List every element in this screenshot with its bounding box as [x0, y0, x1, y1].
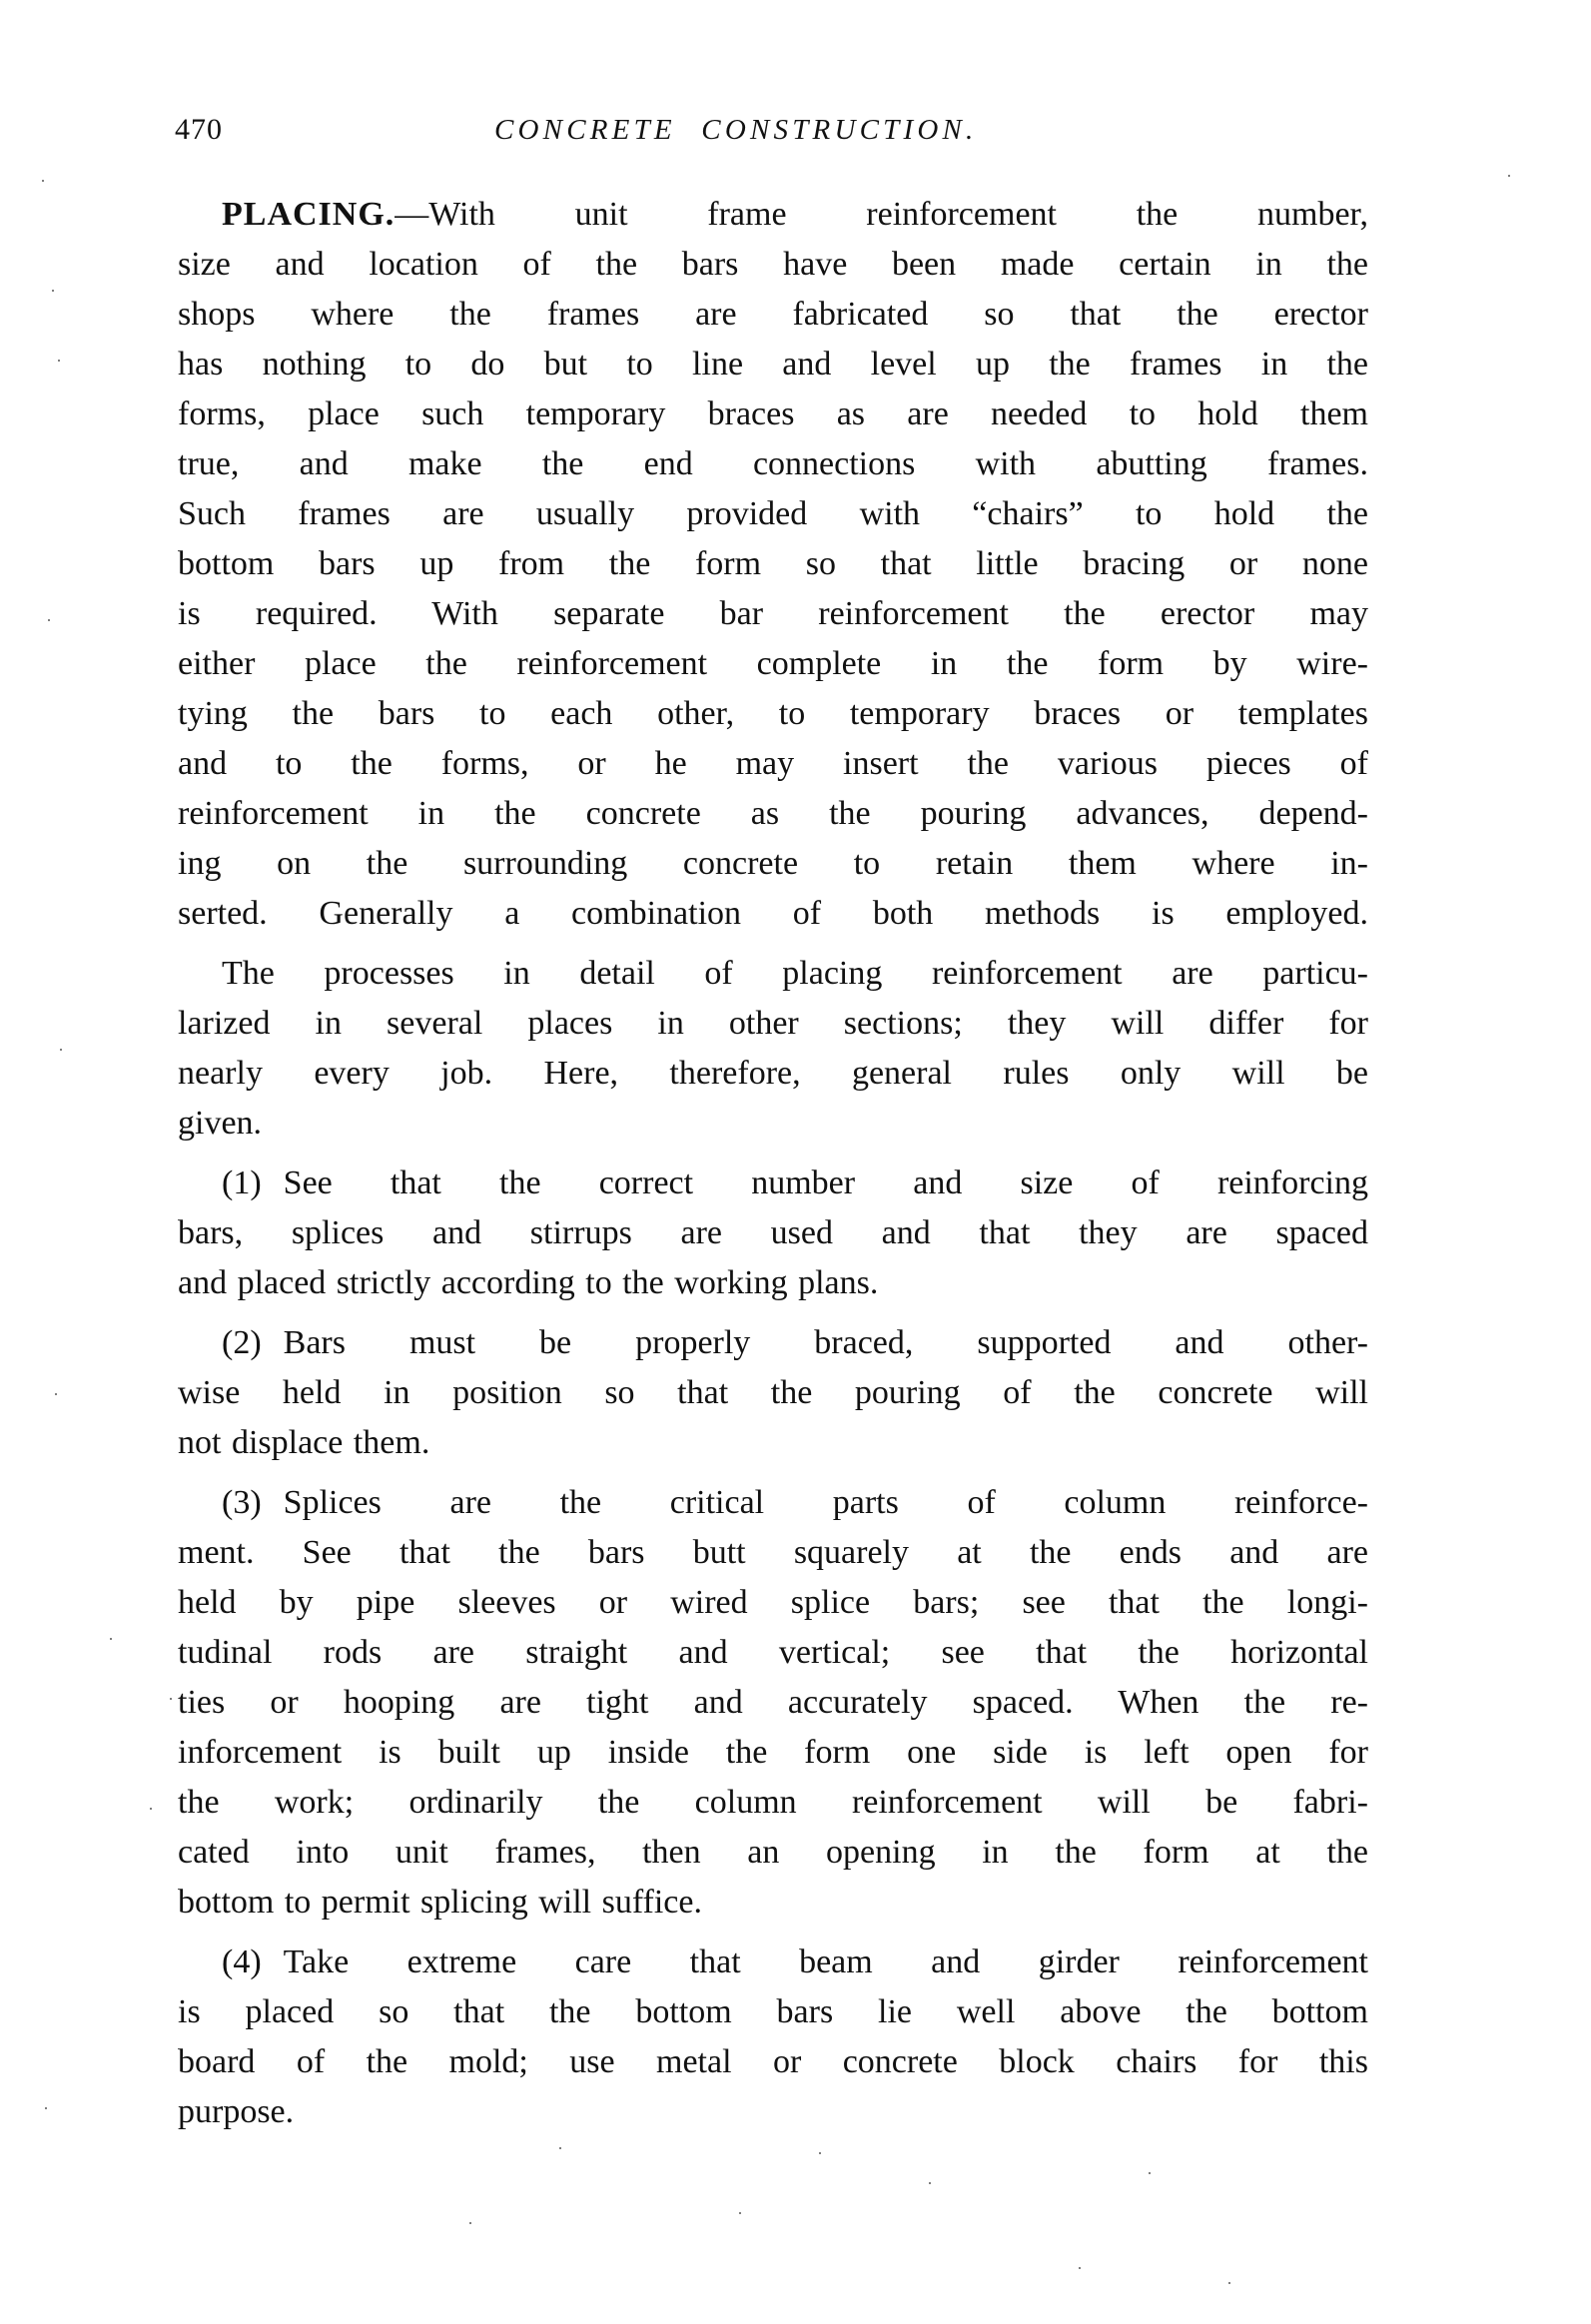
rule-4: [178, 1937, 1368, 2137]
text-line: wise held in position so that the pouring of the concrete will: [178, 1374, 1368, 1411]
text-line: has nothing to do but to line and level up the frames in the: [178, 346, 1368, 383]
section-heading-placing: PLACING.: [222, 196, 396, 233]
text-line: true, and make the end connections with abutting frames.: [178, 445, 1368, 482]
text-line: [178, 190, 1368, 240]
scan-speck: [58, 360, 60, 362]
scan-speck: [110, 1638, 112, 1640]
text-line: [178, 1159, 1368, 1208]
scan-speck: [42, 180, 44, 182]
text-line: and placed strictly according to the working plans.: [178, 1264, 879, 1301]
text-line: not displace them.: [178, 1424, 430, 1461]
rule-2: [178, 1318, 1368, 1468]
scan-speck: [1079, 2267, 1081, 2269]
text-line: tying the bars to each other, to temporary braces or templates: [178, 695, 1368, 732]
text-line: bottom to permit splicing will suffice.: [178, 1884, 702, 1921]
scan-speck: [45, 2107, 47, 2109]
text-line: ties or hooping are tight and accurately spaced. When the re-: [178, 1684, 1368, 1721]
text-line: The processes in detail of placing reinforcement are particu-: [222, 955, 1368, 992]
text-line: given.: [178, 1105, 263, 1142]
text-line: cated into unit frames, then an opening in the form at the: [178, 1834, 1368, 1871]
page-number: 470: [175, 113, 223, 146]
text-line: ing on the surrounding concrete to retain them where in-: [178, 845, 1368, 882]
text-line: [178, 1937, 1368, 1987]
text-line: and to the forms, or he may insert the various pieces of: [178, 745, 1368, 782]
scan-speck: [1508, 175, 1510, 177]
scan-speck: [739, 2212, 741, 2214]
text-line: bars, splices and stirrups are used and that they are spaced: [178, 1214, 1368, 1251]
text-line: forms, place such temporary braces as are needed to hold them: [178, 395, 1368, 432]
scan-speck: [48, 619, 50, 621]
scan-speck: [170, 1698, 172, 1700]
rule-number: (2): [222, 1324, 262, 1361]
text-line: reinforcement in the concrete as the pouring advances, depend-: [178, 795, 1368, 832]
text-line: Such frames are usually provided with “chairs” to hold the: [178, 495, 1368, 532]
rule-number: (4): [222, 1943, 262, 1980]
scan-speck: [469, 2222, 471, 2224]
scan-speck: [60, 1049, 62, 1051]
text-line: serted. Generally a combination of both methods is employed.: [178, 895, 1368, 932]
scan-speck: [52, 290, 54, 292]
text-line: the work; ordinarily the column reinforcement will be fabri-: [178, 1784, 1368, 1821]
line-text: Splices are the critical parts of column reinforce-: [283, 1484, 1368, 1521]
text-line: is required. With separate bar reinforcement the erector may: [178, 595, 1368, 632]
line-text: —With unit frame reinforcement the number,: [395, 196, 1368, 233]
text-line: ment. See that the bars butt squarely at the ends and are: [178, 1534, 1368, 1571]
line-text: Bars must be properly braced, supported and other-: [283, 1324, 1368, 1361]
running-head: [175, 110, 1368, 150]
scan-speck: [1149, 2172, 1151, 2174]
rule-number: (3): [222, 1484, 262, 1521]
rule-3: [178, 1478, 1368, 1928]
rule-number: (1): [222, 1164, 262, 1201]
text-line: held by pipe sleeves or wired splice bars; see that the longi-: [178, 1584, 1368, 1621]
text-line: shops where the frames are fabricated so that the erector: [178, 296, 1368, 333]
scan-speck: [929, 2182, 931, 2184]
scan-speck: [1228, 2282, 1230, 2284]
rule-1: [178, 1159, 1368, 1308]
text-line: bottom bars up from the form so that little bracing or none: [178, 545, 1368, 582]
line-text: Take extreme care that beam and girder reinforcement: [283, 1943, 1368, 1980]
text-line: nearly every job. Here, therefore, general rules only will be: [178, 1055, 1368, 1092]
body-text: [178, 190, 1368, 2147]
scan-speck: [559, 2147, 561, 2149]
text-line: purpose.: [178, 2093, 295, 2130]
line-text: See that the correct number and size of reinforcing: [283, 1164, 1368, 1201]
scan-speck: [150, 1808, 152, 1810]
scan-speck: [819, 2152, 821, 2154]
text-line: size and location of the bars have been made certain in the: [178, 246, 1368, 283]
text-line: either place the reinforcement complete in the form by wire-: [178, 645, 1368, 682]
text-line: [178, 1318, 1368, 1368]
running-title: CONCRETE CONSTRUCTION.: [494, 114, 978, 146]
text-line: larized in several places in other sections; they will differ for: [178, 1005, 1368, 1042]
scan-speck: [55, 1393, 57, 1395]
text-line: board of the mold; use metal or concrete block chairs for this: [178, 2043, 1368, 2080]
text-line: is placed so that the bottom bars lie well above the bottom: [178, 1993, 1368, 2030]
text-line: tudinal rods are straight and vertical; see that the horizontal: [178, 1634, 1368, 1671]
text-line: [178, 1478, 1368, 1528]
text-line: inforcement is built up inside the form one side is left open for: [178, 1734, 1368, 1771]
paragraph-placing: [178, 190, 1368, 939]
paragraph-processes: [178, 949, 1368, 1149]
